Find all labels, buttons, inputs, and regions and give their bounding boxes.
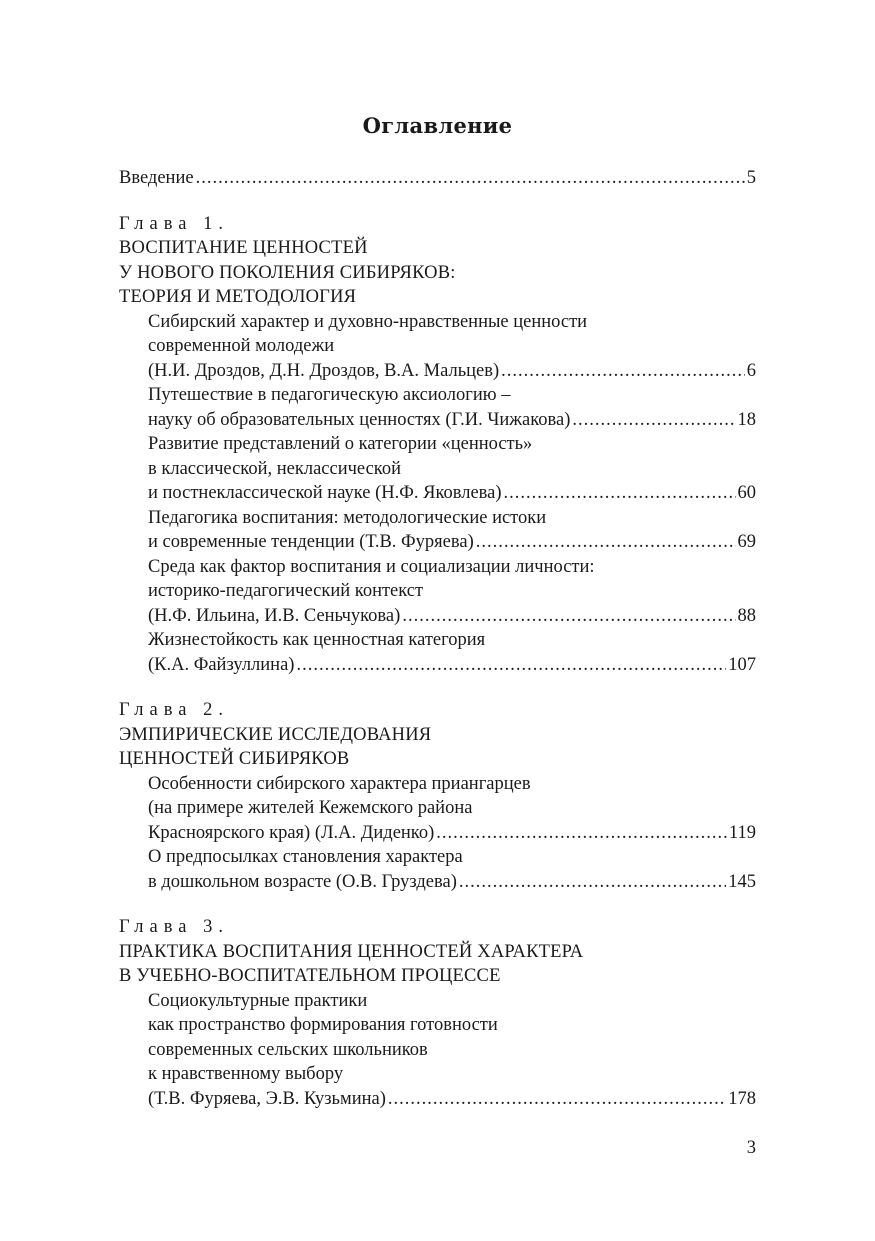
toc-page-number: 88: [737, 605, 756, 626]
toc-entry[interactable]: [119, 845, 756, 894]
toc-entry-last-line: Красноярского края) (Л.А. Диденко): [148, 822, 435, 843]
toc-entry[interactable]: [119, 628, 756, 677]
toc-entry-line: Путешествие в педагогическую аксиологию –: [148, 385, 511, 405]
toc-entry-line: современных сельских школьников: [148, 1039, 428, 1060]
toc-entry-last-line: науку об образовательных ценностях (Г.И. Чижакова): [148, 409, 571, 430]
toc-entry-line: Жизнестойкость как ценностная категория: [148, 630, 486, 650]
toc-page-number: 119: [728, 822, 756, 843]
toc-entry-last-line: (Н.Ф. Ильина, И.В. Сеньчукова): [148, 605, 401, 626]
leader-dots: [476, 530, 736, 555]
chapter-2: [119, 698, 756, 894]
toc-entry[interactable]: [119, 555, 756, 629]
leader-dots: [504, 481, 736, 506]
toc-entry-last-line: (Т.В. Фуряева, Э.В. Кузьмина): [148, 1088, 386, 1109]
leader-dots: [196, 166, 745, 191]
toc-page-number: 69: [737, 532, 756, 552]
chapter-3: [119, 915, 756, 1111]
leader-dots: [402, 604, 735, 629]
toc-entry-line: в классической, неклассической: [148, 458, 402, 479]
chapter-heading-line: У НОВОГО ПОКОЛЕНИЯ СИБИРЯКОВ:: [119, 262, 456, 283]
toc-entry-line: (на примере жителей Кежемского района: [148, 798, 473, 818]
toc-page-number: 5: [746, 168, 756, 188]
leader-dots: [436, 821, 727, 846]
chapter-label: Глава 2.: [119, 700, 229, 720]
page-number: 3: [746, 1138, 756, 1158]
chapters-container: [119, 212, 756, 1112]
leader-dots: [501, 359, 745, 384]
leader-dots: [388, 1087, 726, 1112]
toc-page-number: 178: [728, 1088, 756, 1109]
toc-entry-line: Социокультурные практики: [148, 990, 368, 1011]
toc-entry[interactable]: [119, 310, 756, 384]
toc-entry-line: О предпосылках становления характера: [148, 847, 463, 867]
chapter-heading-line: ПРАКТИКА ВОСПИТАНИЯ ЦЕННОСТЕЙ ХАРАКТЕРА: [119, 941, 584, 962]
toc-entry-line: Педагогика воспитания: методологические истоки: [148, 507, 547, 528]
table-of-contents: [119, 166, 756, 1111]
toc-page-number: 60: [737, 483, 756, 503]
leader-dots: [572, 408, 735, 433]
toc-entry-label: Введение: [119, 168, 194, 188]
toc-entry-last-line: (Н.И. Дроздов, Д.Н. Дроздов, В.А. Мальцев): [148, 360, 500, 381]
toc-entry-line: к нравственному выбору: [148, 1064, 344, 1084]
toc-entry-last-line: в дошкольном возрасте (О.В. Груздева): [148, 871, 457, 892]
toc-entry-line: Особенности сибирского характера приангарцев: [148, 773, 531, 794]
toc-entry[interactable]: [119, 432, 756, 506]
chapter-heading-line: ЭМПИРИЧЕСКИЕ ИССЛЕДОВАНИЯ: [119, 724, 432, 745]
toc-entry-last-line: (К.А. Файзуллина): [148, 654, 295, 675]
toc-entry[interactable]: [119, 506, 756, 555]
toc-entry-line: Среда как фактор воспитания и социализации личности:: [148, 556, 595, 577]
toc-entry[interactable]: [119, 989, 756, 1112]
toc-entry-intro[interactable]: [119, 166, 756, 191]
toc-entry-line: Сибирский характер и духовно-нравственные ценности: [148, 311, 588, 332]
toc-entry-line: как пространство формирования готовности: [148, 1015, 498, 1035]
chapter-heading-line: ЦЕННОСТЕЙ СИБИРЯКОВ: [119, 749, 350, 769]
chapter-heading-line: В УЧЕБНО-ВОСПИТАТЕЛЬНОМ ПРОЦЕССЕ: [119, 966, 501, 986]
chapter-label: Глава 3.: [119, 917, 229, 937]
chapter-label: Глава 1.: [119, 213, 229, 234]
toc-entry-line: Развитие представлений о категории «ценность»: [148, 434, 533, 454]
toc-entry[interactable]: [119, 383, 756, 432]
toc-entry-line: современной молодежи: [148, 336, 335, 356]
toc-page-number: 18: [737, 409, 756, 430]
toc-entry-last-line: и постнеклассической науке (Н.Ф. Яковлева): [148, 483, 502, 503]
toc-entry-last-line: и современные тенденции (Т.В. Фуряева): [148, 532, 474, 552]
toc-page-number: 107: [728, 654, 756, 675]
leader-dots: [296, 653, 726, 678]
toc-entry-line: историко-педагогический контекст: [148, 581, 424, 601]
page-title: Оглавление: [362, 113, 513, 138]
chapter-1: [119, 212, 756, 678]
chapter-heading-line: ТЕОРИЯ И МЕТОДОЛОГИЯ: [119, 287, 357, 307]
chapter-heading-line: ВОСПИТАНИЕ ЦЕННОСТЕЙ: [119, 238, 368, 258]
toc-entry[interactable]: [119, 772, 756, 846]
toc-page-number: 145: [728, 871, 756, 892]
leader-dots: [459, 870, 726, 895]
toc-page-number: 6: [746, 360, 756, 381]
